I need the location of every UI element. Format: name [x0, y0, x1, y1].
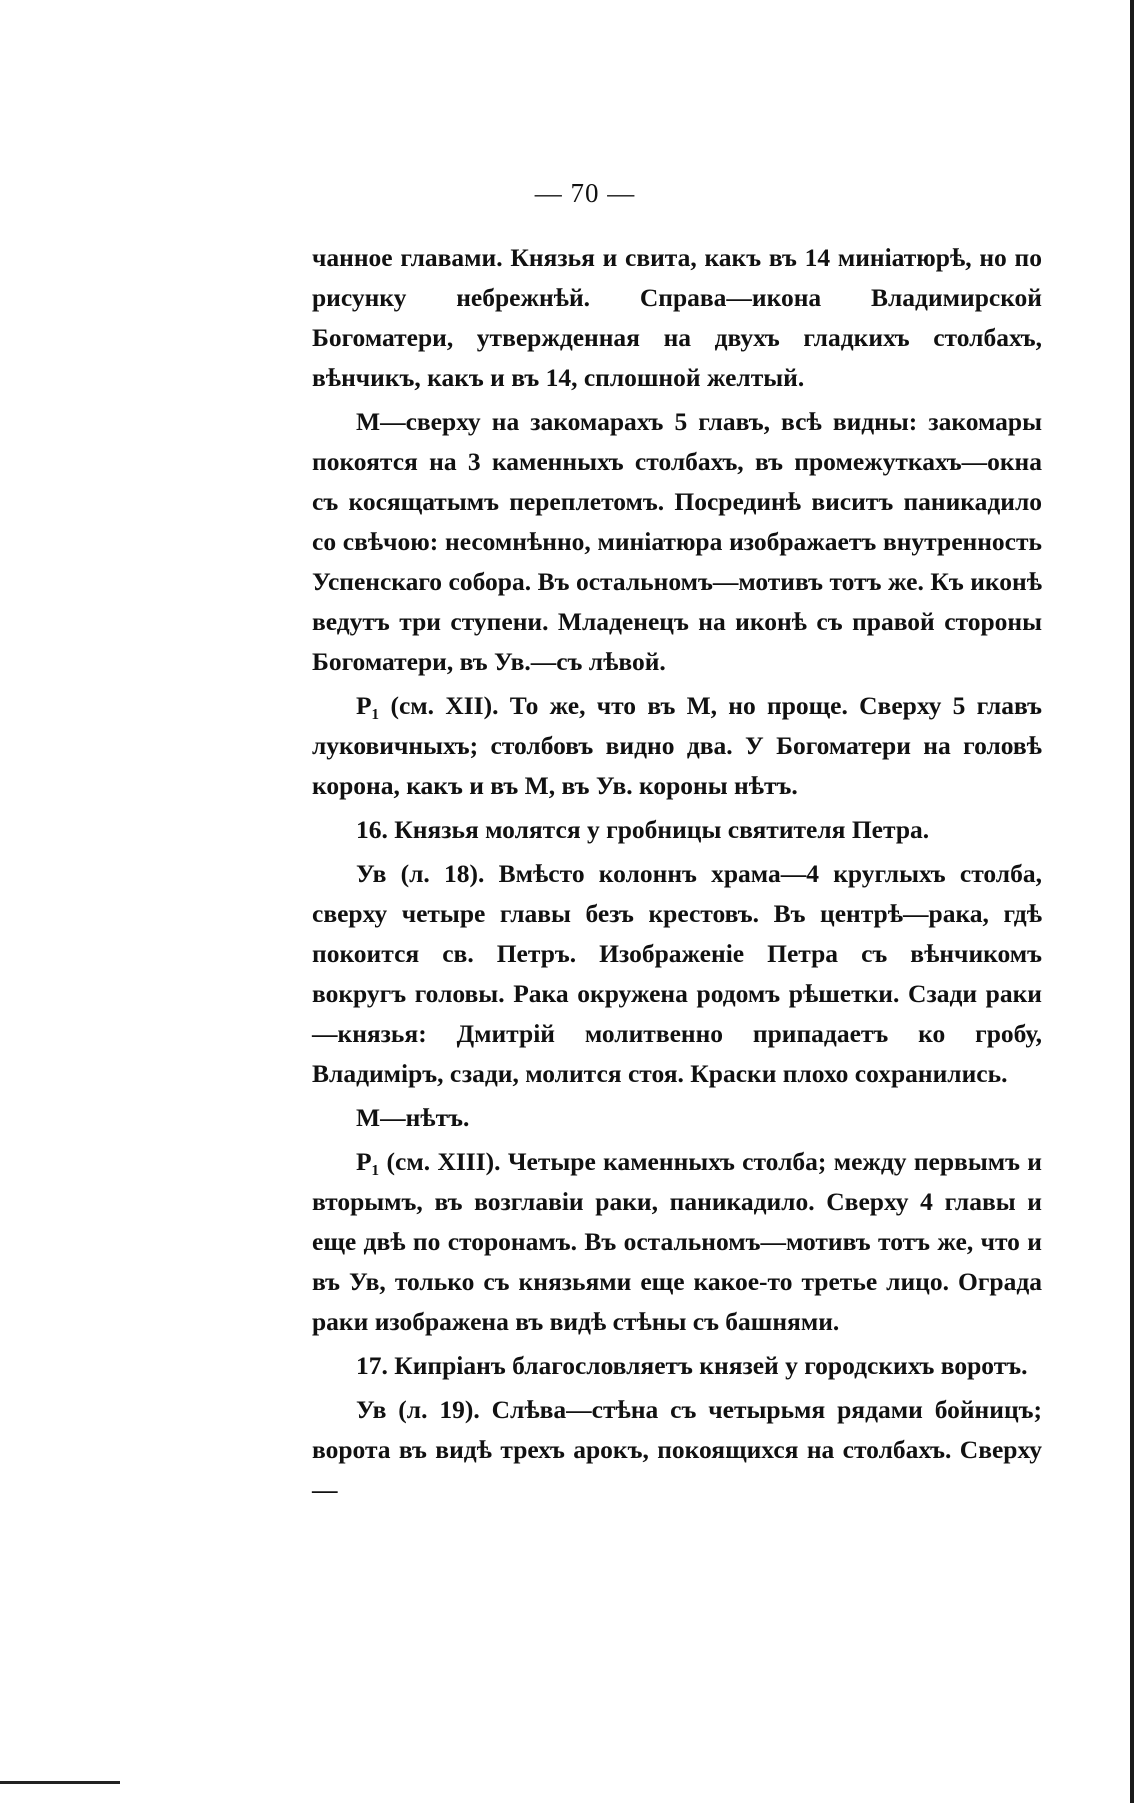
- paragraph-uv-18: Ув (л. 18). Вмѣсто колоннъ храма—4 круглыхъ столба, сверху четыре главы безъ крестовъ. Въ центрѣ—рака, гдѣ покоится св. Петръ. Изображеніе Петра съ вѣнчикомъ вокругъ головы. Рака окружена родомъ рѣшетки. Сзади раки—князья: Дмитрій молитвенно припадаетъ ко гробу, Владиміръ, сзади, молится стоя. Краски плохо сохранились.: [312, 859, 1042, 1088]
- page-number: — 70 —: [534, 178, 636, 208]
- paragraph-r1-xii: Р₁ (см. XII). То же, что въ М, но проще. Сверху 5 главъ луковичныхъ; столбовъ видно два. У Богоматери на головѣ корона, какъ и въ М, въ Ув. короны нѣтъ.: [312, 691, 1042, 800]
- page-edge-line: [1130, 0, 1134, 1803]
- paragraph-continuation: чанное главами. Князья и свита, какъ въ 14 миніатюрѣ, но по рисунку небрежнѣй. Справа—икона Владимирской Богоматери, утвержденная на двухъ гладкихъ столбахъ, вѣнчикъ, какъ и въ 14, сплошной желтый.: [312, 243, 1042, 392]
- paragraph-uv-19: Ув (л. 19). Слѣва—стѣна съ четырьмя рядами бойницъ; ворота въ видѣ трехъ арокъ, покоящихся на столбахъ. Сверху—: [312, 1395, 1042, 1504]
- paragraph-m: М—сверху на закомарахъ 5 главъ, всѣ видны: закомары покоятся на 3 каменныхъ столбахъ, въ промежуткахъ—окна съ косящатымъ переплетомъ. Посрединѣ виситъ паникадило со свѣчою: несомнѣнно, миніатюра изображаетъ внутренность Успенскаго собора. Въ остальномъ—мотивъ тотъ же. Къ иконѣ ведутъ три ступени. Младенецъ на иконѣ съ правой стороны Богоматери, въ Ув.—съ лѣвой.: [312, 407, 1042, 676]
- section-heading-16: 16. Князья молятся у гробницы святителя Петра.: [356, 815, 930, 844]
- body-text: [312, 238, 1042, 1514]
- paragraph-m-net: М—нѣтъ.: [356, 1103, 470, 1132]
- section-heading-17: 17. Кипріанъ благословляетъ князей у городскихъ воротъ.: [356, 1351, 1028, 1380]
- paragraph-r1-xiii: Р₁ (см. XIII). Четыре каменныхъ столба; между первымъ и вторымъ, въ возглавіи раки, паникадило. Сверху 4 главы и еще двѣ по сторонамъ. Въ остальномъ—мотивъ тотъ же, что и въ Ув, только съ князьями еще какое-то третье лицо. Ограда раки изображена въ видѣ стѣны съ башнями.: [312, 1147, 1042, 1336]
- bottom-rule-line: [0, 1781, 120, 1784]
